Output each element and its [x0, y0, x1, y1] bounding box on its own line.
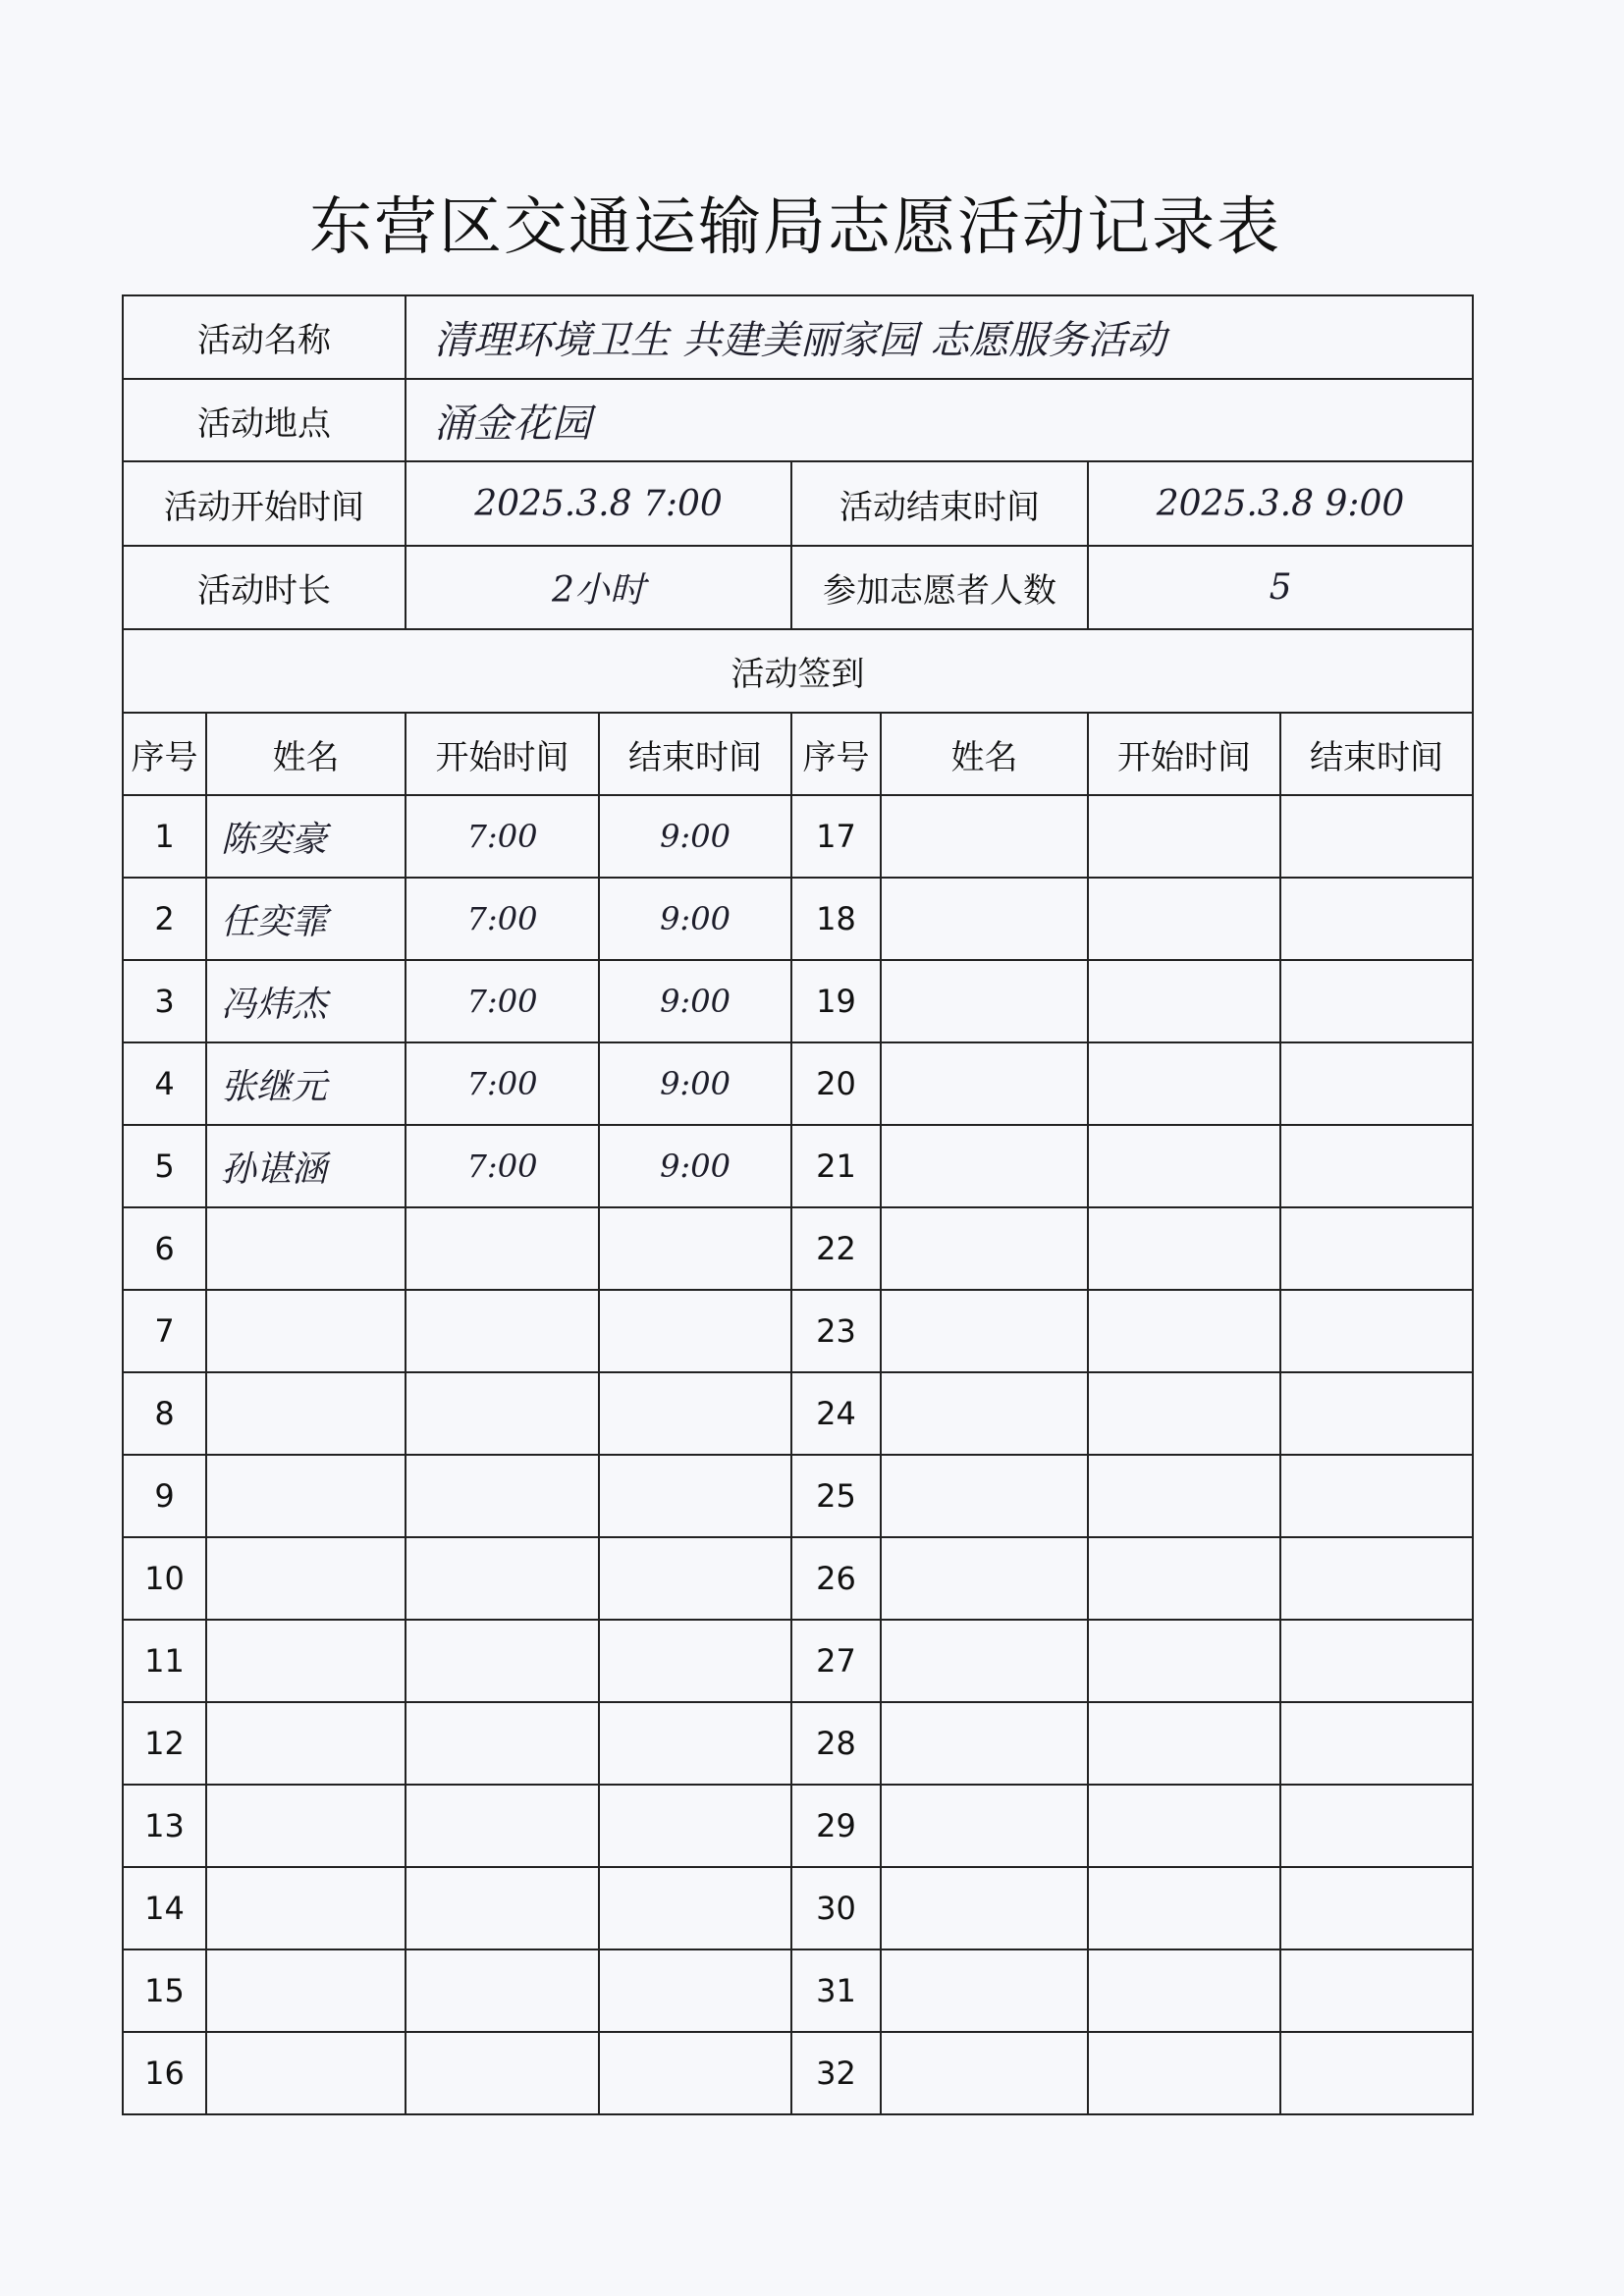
start-time-label: 活动开始时间 [123, 461, 406, 546]
seq-cell-left: 9 [123, 1455, 206, 1537]
seq-cell-right: 26 [791, 1537, 881, 1620]
header-seq-right: 序号 [791, 713, 881, 795]
name-cell-right [881, 1290, 1088, 1372]
name-cell-right [881, 960, 1088, 1042]
end-time-cell-left: 9:00 [599, 1042, 791, 1125]
seq-cell-right: 29 [791, 1785, 881, 1867]
seq-cell-left: 10 [123, 1537, 206, 1620]
header-seq-left: 序号 [123, 713, 206, 795]
end-time-cell-left [599, 1867, 791, 1949]
start-time-cell-left [406, 1290, 599, 1372]
activity-place-value: 涌金花园 [406, 379, 1473, 461]
name-cell-right [881, 795, 1088, 878]
volunteer-record-form [122, 294, 1472, 2106]
name-cell-left [206, 2032, 406, 2114]
start-time-cell-left [406, 1372, 599, 1455]
name-cell-left: 任奕霏 [206, 878, 406, 960]
activity-place-label: 活动地点 [123, 379, 406, 461]
seq-cell-left: 15 [123, 1949, 206, 2032]
seq-cell-right: 25 [791, 1455, 881, 1537]
volunteer-count-value: 5 [1088, 546, 1473, 629]
record-table [122, 294, 1474, 2115]
name-cell-right [881, 878, 1088, 960]
start-time-cell-left [406, 1620, 599, 1702]
start-time-cell-left [406, 1949, 599, 2032]
seq-cell-right: 31 [791, 1949, 881, 2032]
name-cell-left [206, 1372, 406, 1455]
start-time-cell-left: 7:00 [406, 878, 599, 960]
name-cell-left [206, 1702, 406, 1785]
start-time-cell-left [406, 1785, 599, 1867]
signin-row [123, 1207, 1473, 1290]
name-cell-right [881, 1207, 1088, 1290]
start-time-cell-left: 7:00 [406, 1125, 599, 1207]
signin-row [123, 795, 1473, 878]
end-time-cell-left [599, 1949, 791, 2032]
end-time-cell-right [1280, 1455, 1473, 1537]
name-cell-left [206, 1785, 406, 1867]
signin-row [123, 960, 1473, 1042]
volunteer-count-label: 参加志愿者人数 [791, 546, 1088, 629]
end-time-label: 活动结束时间 [791, 461, 1088, 546]
start-time-cell-right [1088, 1372, 1280, 1455]
signin-row [123, 1455, 1473, 1537]
seq-cell-right: 28 [791, 1702, 881, 1785]
seq-cell-left: 1 [123, 795, 206, 878]
start-time-cell-left [406, 1455, 599, 1537]
signin-row [123, 1290, 1473, 1372]
end-time-cell-left [599, 2032, 791, 2114]
signin-row [123, 1042, 1473, 1125]
start-time-cell-left: 7:00 [406, 795, 599, 878]
seq-cell-left: 6 [123, 1207, 206, 1290]
signin-row [123, 1785, 1473, 1867]
signin-row [123, 1125, 1473, 1207]
end-time-cell-right [1280, 1537, 1473, 1620]
end-time-cell-left [599, 1620, 791, 1702]
seq-cell-right: 22 [791, 1207, 881, 1290]
name-cell-right [881, 1537, 1088, 1620]
start-time-cell-right [1088, 1125, 1280, 1207]
duration-value: 2小时 [406, 546, 791, 629]
start-time-cell-right [1088, 1620, 1280, 1702]
seq-cell-left: 12 [123, 1702, 206, 1785]
end-time-cell-right [1280, 1125, 1473, 1207]
start-time-cell-right [1088, 878, 1280, 960]
name-cell-left [206, 1537, 406, 1620]
seq-cell-right: 30 [791, 1867, 881, 1949]
seq-cell-right: 27 [791, 1620, 881, 1702]
start-time-cell-right [1088, 1207, 1280, 1290]
end-time-cell-right [1280, 1372, 1473, 1455]
signin-row [123, 1702, 1473, 1785]
seq-cell-left: 13 [123, 1785, 206, 1867]
signin-row [123, 1867, 1473, 1949]
name-cell-left [206, 1949, 406, 2032]
start-time-cell-right [1088, 1042, 1280, 1125]
name-cell-right [881, 1125, 1088, 1207]
start-time-cell-right [1088, 960, 1280, 1042]
start-time-cell-left [406, 1207, 599, 1290]
seq-cell-left: 4 [123, 1042, 206, 1125]
end-time-cell-right [1280, 960, 1473, 1042]
end-time-cell-left [599, 1785, 791, 1867]
header-name-left: 姓名 [206, 713, 406, 795]
seq-cell-right: 20 [791, 1042, 881, 1125]
header-start-right: 开始时间 [1088, 713, 1280, 795]
start-time-cell-right [1088, 2032, 1280, 2114]
signin-row [123, 1949, 1473, 2032]
name-cell-left: 陈奕豪 [206, 795, 406, 878]
activity-name-value: 清理环境卫生 共建美丽家园 志愿服务活动 [406, 295, 1473, 379]
header-name-right: 姓名 [881, 713, 1088, 795]
signin-row [123, 878, 1473, 960]
header-end-right: 结束时间 [1280, 713, 1473, 795]
end-time-cell-right [1280, 1702, 1473, 1785]
name-cell-right [881, 1949, 1088, 2032]
seq-cell-right: 17 [791, 795, 881, 878]
signin-row [123, 1537, 1473, 1620]
seq-cell-left: 2 [123, 878, 206, 960]
seq-cell-left: 16 [123, 2032, 206, 2114]
start-time-cell-left [406, 1537, 599, 1620]
start-time-cell-right [1088, 1537, 1280, 1620]
end-time-cell-left: 9:00 [599, 878, 791, 960]
seq-cell-right: 19 [791, 960, 881, 1042]
end-time-cell-right [1280, 1867, 1473, 1949]
page-title: 东营区交通运输局志愿活动记录表 [309, 191, 1281, 264]
header-start-left: 开始时间 [406, 713, 599, 795]
end-time-cell-left [599, 1207, 791, 1290]
end-time-cell-left [599, 1702, 791, 1785]
seq-cell-left: 5 [123, 1125, 206, 1207]
seq-cell-right: 21 [791, 1125, 881, 1207]
end-time-cell-right [1280, 1207, 1473, 1290]
start-time-cell-left [406, 2032, 599, 2114]
seq-cell-right: 18 [791, 878, 881, 960]
name-cell-right [881, 1372, 1088, 1455]
start-time-cell-right [1088, 1290, 1280, 1372]
seq-cell-right: 32 [791, 2032, 881, 2114]
end-time-cell-left [599, 1455, 791, 1537]
end-time-cell-right [1280, 2032, 1473, 2114]
name-cell-left [206, 1207, 406, 1290]
name-cell-left [206, 1455, 406, 1537]
name-cell-right [881, 1702, 1088, 1785]
signin-header-row [123, 713, 1473, 795]
name-cell-left: 孙谌涵 [206, 1125, 406, 1207]
start-time-cell-left [406, 1702, 599, 1785]
signin-row [123, 2032, 1473, 2114]
name-cell-right [881, 1455, 1088, 1537]
start-time-cell-left [406, 1867, 599, 1949]
name-cell-left: 冯炜杰 [206, 960, 406, 1042]
name-cell-right [881, 2032, 1088, 2114]
seq-cell-left: 8 [123, 1372, 206, 1455]
start-time-cell-right [1088, 1455, 1280, 1537]
name-cell-left [206, 1620, 406, 1702]
start-time-value: 2025.3.8 7:00 [406, 461, 791, 546]
end-time-cell-right [1280, 1042, 1473, 1125]
header-end-left: 结束时间 [599, 713, 791, 795]
start-time-cell-right [1088, 795, 1280, 878]
end-time-cell-left: 9:00 [599, 960, 791, 1042]
start-time-cell-right [1088, 1867, 1280, 1949]
name-cell-right [881, 1785, 1088, 1867]
seq-cell-left: 11 [123, 1620, 206, 1702]
seq-cell-right: 24 [791, 1372, 881, 1455]
end-time-cell-right [1280, 1785, 1473, 1867]
name-cell-left [206, 1290, 406, 1372]
signin-section-title: 活动签到 [123, 629, 1473, 713]
end-time-cell-left [599, 1537, 791, 1620]
signin-row [123, 1620, 1473, 1702]
end-time-cell-left: 9:00 [599, 795, 791, 878]
seq-cell-left: 14 [123, 1867, 206, 1949]
start-time-cell-left: 7:00 [406, 1042, 599, 1125]
activity-name-label: 活动名称 [123, 295, 406, 379]
end-time-cell-right [1280, 1949, 1473, 2032]
name-cell-right [881, 1042, 1088, 1125]
end-time-cell-right [1280, 1620, 1473, 1702]
start-time-cell-left: 7:00 [406, 960, 599, 1042]
start-time-cell-right [1088, 1949, 1280, 2032]
end-time-cell-right [1280, 795, 1473, 878]
end-time-cell-left: 9:00 [599, 1125, 791, 1207]
end-time-cell-right [1280, 878, 1473, 960]
end-time-cell-left [599, 1372, 791, 1455]
start-time-cell-right [1088, 1785, 1280, 1867]
start-time-cell-right [1088, 1702, 1280, 1785]
name-cell-left: 张继元 [206, 1042, 406, 1125]
signin-row [123, 1372, 1473, 1455]
end-time-cell-left [599, 1290, 791, 1372]
seq-cell-right: 23 [791, 1290, 881, 1372]
name-cell-right [881, 1867, 1088, 1949]
seq-cell-left: 3 [123, 960, 206, 1042]
name-cell-left [206, 1867, 406, 1949]
end-time-value: 2025.3.8 9:00 [1088, 461, 1473, 546]
name-cell-right [881, 1620, 1088, 1702]
duration-label: 活动时长 [123, 546, 406, 629]
seq-cell-left: 7 [123, 1290, 206, 1372]
end-time-cell-right [1280, 1290, 1473, 1372]
